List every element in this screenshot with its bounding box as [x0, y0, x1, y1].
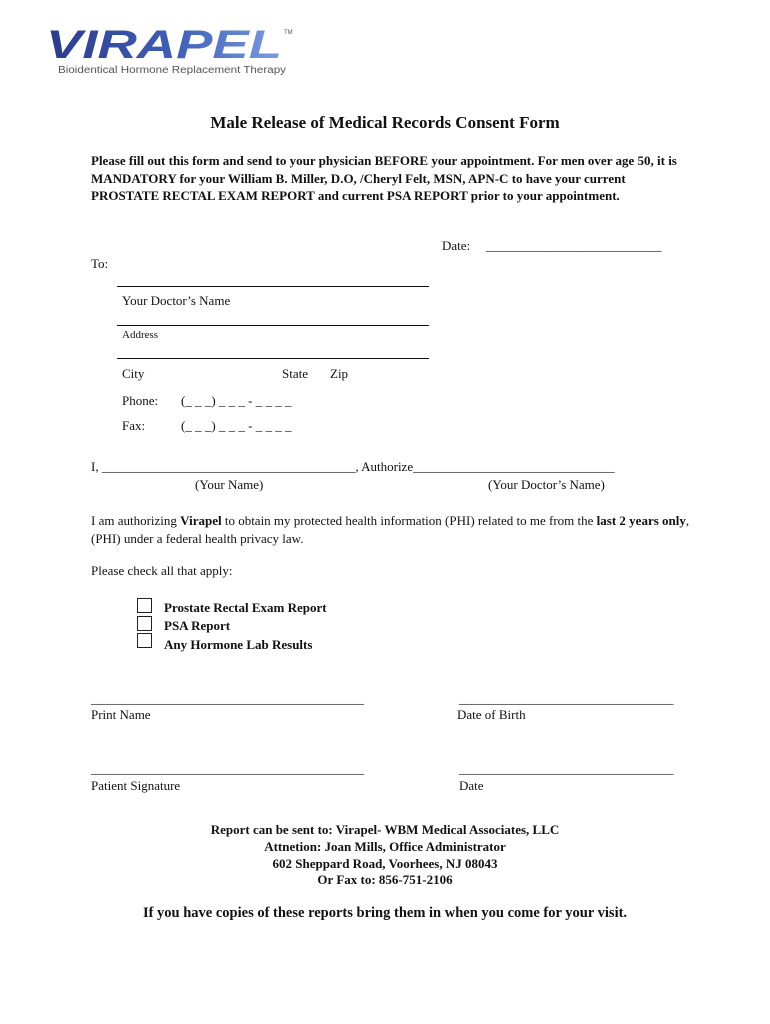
zip-label: Zip: [330, 366, 349, 381]
city-state-zip-line[interactable]: [117, 358, 429, 359]
intro-instructions: Please fill out this form and send to your physician BEFORE your appointment. For men over age 50, it is MANDATORY for your William B. Miller, D.O, /Cheryl Felt, MSN, APN-C to have your current PROSTATE RECTAL EXAM REPORT and current PSA REPORT prior to your appointment.: [91, 153, 677, 203]
fax-label: Fax:: [122, 418, 146, 433]
date-of-birth-label: Date of Birth: [457, 707, 526, 722]
virapel-logo: [44, 24, 304, 80]
closing-note: If you have copies of these reports bring them in when you come for your visit.: [142, 905, 628, 921]
your-name-caption: (Your Name): [195, 477, 264, 492]
phi-last-2-years: last 2 years only: [596, 513, 686, 528]
phi-text-2: to obtain my protected health information (PHI) related to me from the: [221, 513, 597, 528]
footer-line-4: Or Fax to: 856-751-2106: [317, 872, 453, 887]
phi-text-1: I am authorizing: [91, 513, 181, 528]
phi-text-3: , (PHI) under a federal health privacy law.: [91, 513, 690, 546]
signature-date-label: Date: [459, 778, 484, 793]
print-name-field[interactable]: __________________________________________: [91, 691, 364, 706]
hormone-lab-checkbox[interactable]: [137, 633, 152, 648]
patient-signature-field[interactable]: __________________________________________: [91, 761, 364, 776]
logo-tagline: Bioidentical Hormone Replacement Therapy: [58, 65, 286, 76]
state-label: State: [282, 366, 308, 381]
to-label: To:: [91, 256, 109, 271]
doctor-name-line[interactable]: [117, 286, 429, 287]
hormone-lab-label: Any Hormone Lab Results: [164, 637, 313, 652]
address-line[interactable]: [117, 325, 429, 326]
psa-report-label: PSA Report: [164, 618, 231, 633]
phi-authorization-paragraph: [91, 512, 691, 547]
psa-report-checkbox[interactable]: [137, 616, 152, 631]
fax-field[interactable]: (_ _ _) _ _ _ - _ _ _ _: [181, 418, 292, 433]
authorization-line[interactable]: I, _______________________________________, Authorize_______________________________: [91, 459, 615, 474]
doctor-name-label: Your Doctor’s Name: [122, 293, 231, 308]
footer-line-1: Report can be sent to: Virapel- WBM Medical Associates, LLC: [210, 822, 560, 837]
phi-virapel: Virapel: [180, 513, 222, 528]
signature-date-field[interactable]: _________________________________: [459, 761, 674, 776]
page-title: Male Release of Medical Records Consent Form: [210, 113, 560, 132]
prostate-exam-checkbox[interactable]: [137, 598, 152, 613]
phone-label: Phone:: [122, 393, 159, 408]
date-field[interactable]: ___________________________: [486, 238, 662, 253]
phone-field[interactable]: (_ _ _) _ _ _ - _ _ _ _: [181, 393, 292, 408]
date-of-birth-field[interactable]: _________________________________: [459, 691, 674, 706]
address-label: Address: [122, 329, 159, 341]
city-label: City: [122, 366, 145, 381]
patient-signature-label: Patient Signature: [91, 778, 181, 793]
date-label: Date:: [442, 238, 471, 253]
prostate-exam-label: Prostate Rectal Exam Report: [164, 600, 327, 615]
logo-wordmark: VIRAPEL: [46, 24, 282, 67]
check-prompt: Please check all that apply:: [91, 563, 233, 578]
footer-line-3: 602 Sheppard Road, Voorhees, NJ 08043: [272, 856, 498, 871]
print-name-label: Print Name: [91, 707, 151, 722]
footer-line-2: Attnetion: Joan Mills, Office Administrator: [264, 839, 506, 854]
doctor-name-caption: (Your Doctor’s Name): [488, 477, 605, 492]
logo-tm: TM: [284, 30, 293, 36]
